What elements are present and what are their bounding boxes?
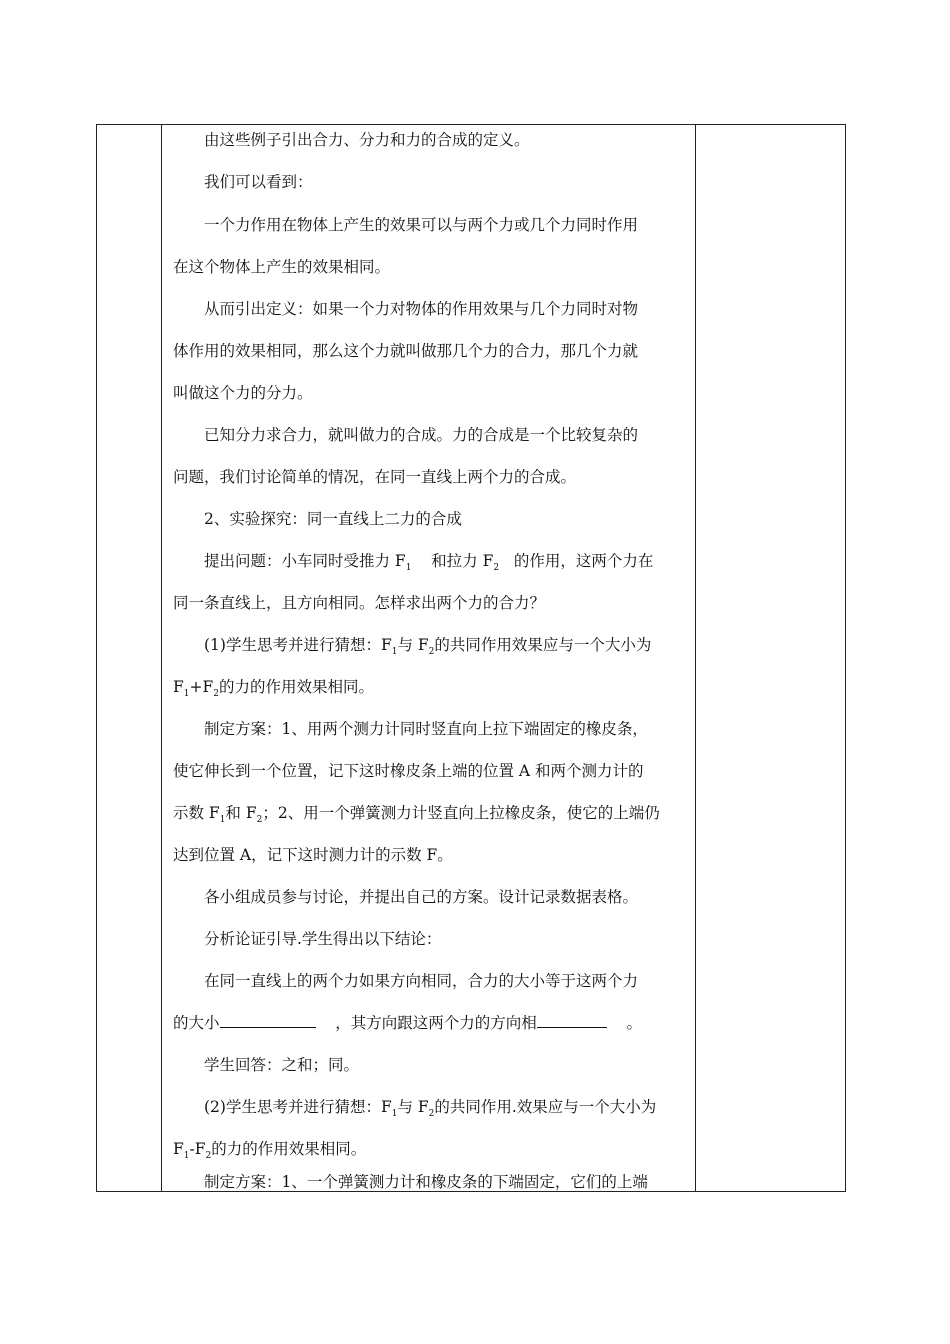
paragraph-plan1-line3: 示数 $F_1$和 $F_2$；2、用一个弹簧测力计竖直向上拉橡皮条，使它的上端仍	[173, 804, 660, 825]
paragraph-definition-line2: 体作用的效果相同，那么这个力就叫做那几个力的合力，那几个力就	[173, 342, 639, 360]
paragraph-question-line1: 提出问题：小车同时受推力 $F_1$ 和拉力 $F_2$ 的作用，这两个力在	[204, 552, 654, 573]
right-empty-cell	[696, 125, 845, 1191]
paragraph-group-discussion: 各小组成员参与讨论，并提出自己的方案。设计记录数据表格。	[204, 888, 639, 906]
paragraph-hypothesis2-line1: (2)学生思考并进行猜想：$F_1$与 $F_2$的共同作用.效果应与一个大小为	[204, 1098, 657, 1119]
paragraph-composition-line2: 问题，我们讨论简单的情况，在同一直线上两个力的合成。	[173, 468, 577, 486]
paragraph-composition-line1: 已知分力求合力，就叫做力的合成。力的合成是一个比较复杂的	[204, 426, 639, 444]
paragraph-hypothesis1-line2: $F_1+F_2$的力的作用效果相同。	[173, 678, 374, 699]
left-empty-cell	[97, 125, 161, 1191]
paragraph-conclusion-line2: 的大小 ，其方向跟这两个力的方向相 。	[173, 1014, 642, 1032]
paragraph-conclusion-line1: 在同一直线上的两个力如果方向相同，合力的大小等于这两个力	[204, 972, 639, 990]
paragraph-effect-line1: 一个力作用在物体上产生的效果可以与两个力或几个力同时作用	[204, 216, 639, 234]
section-heading-experiment: 2、实验探究：同一直线上二力的合成	[204, 510, 462, 528]
column-divider-left	[161, 125, 162, 1191]
paragraph-analysis: 分析论证引导.学生得出以下结论：	[204, 930, 442, 948]
paragraph-plan1-line2: 使它伸长到一个位置，记下这时橡皮条上端的位置 A 和两个测力计的	[173, 762, 644, 780]
paragraph-hypothesis1-line1: (1)学生思考并进行猜想：$F_1$与 $F_2$的共同作用效果应与一个大小为	[204, 636, 652, 657]
paragraph-definition-line1: 从而引出定义：如果一个力对物体的作用效果与几个力同时对物	[204, 300, 639, 318]
paragraph-question-line2: 同一条直线上，且方向相同。怎样求出两个力的合力？	[173, 594, 546, 612]
paragraph-student-answer: 学生回答：之和；同。	[204, 1056, 360, 1074]
paragraph-definition-intro: 由这些例子引出合力、分力和力的合成的定义。	[204, 131, 530, 149]
paragraph-plan1-line1: 制定方案：1、用两个测力计同时竖直向上拉下端固定的橡皮条，	[204, 720, 648, 738]
lesson-table	[96, 124, 846, 1192]
fill-blank-2[interactable]	[537, 1013, 607, 1028]
paragraph-hypothesis2-line2: $F_1-F_2$的力的作用效果相同。	[173, 1140, 367, 1161]
paragraph-effect-line2: 在这个物体上产生的效果相同。	[173, 258, 391, 276]
paragraph-plan1-line4: 达到位置 A，记下这时测力计的示数 F。	[173, 846, 453, 864]
paragraph-definition-line3: 叫做这个力的分力。	[173, 384, 313, 402]
fill-blank-1[interactable]	[220, 1013, 316, 1028]
paragraph-we-can-see: 我们可以看到：	[204, 173, 313, 191]
paragraph-plan2-line1: 制定方案：1、一个弹簧测力计和橡皮条的下端固定，它们的上端	[204, 1173, 648, 1191]
